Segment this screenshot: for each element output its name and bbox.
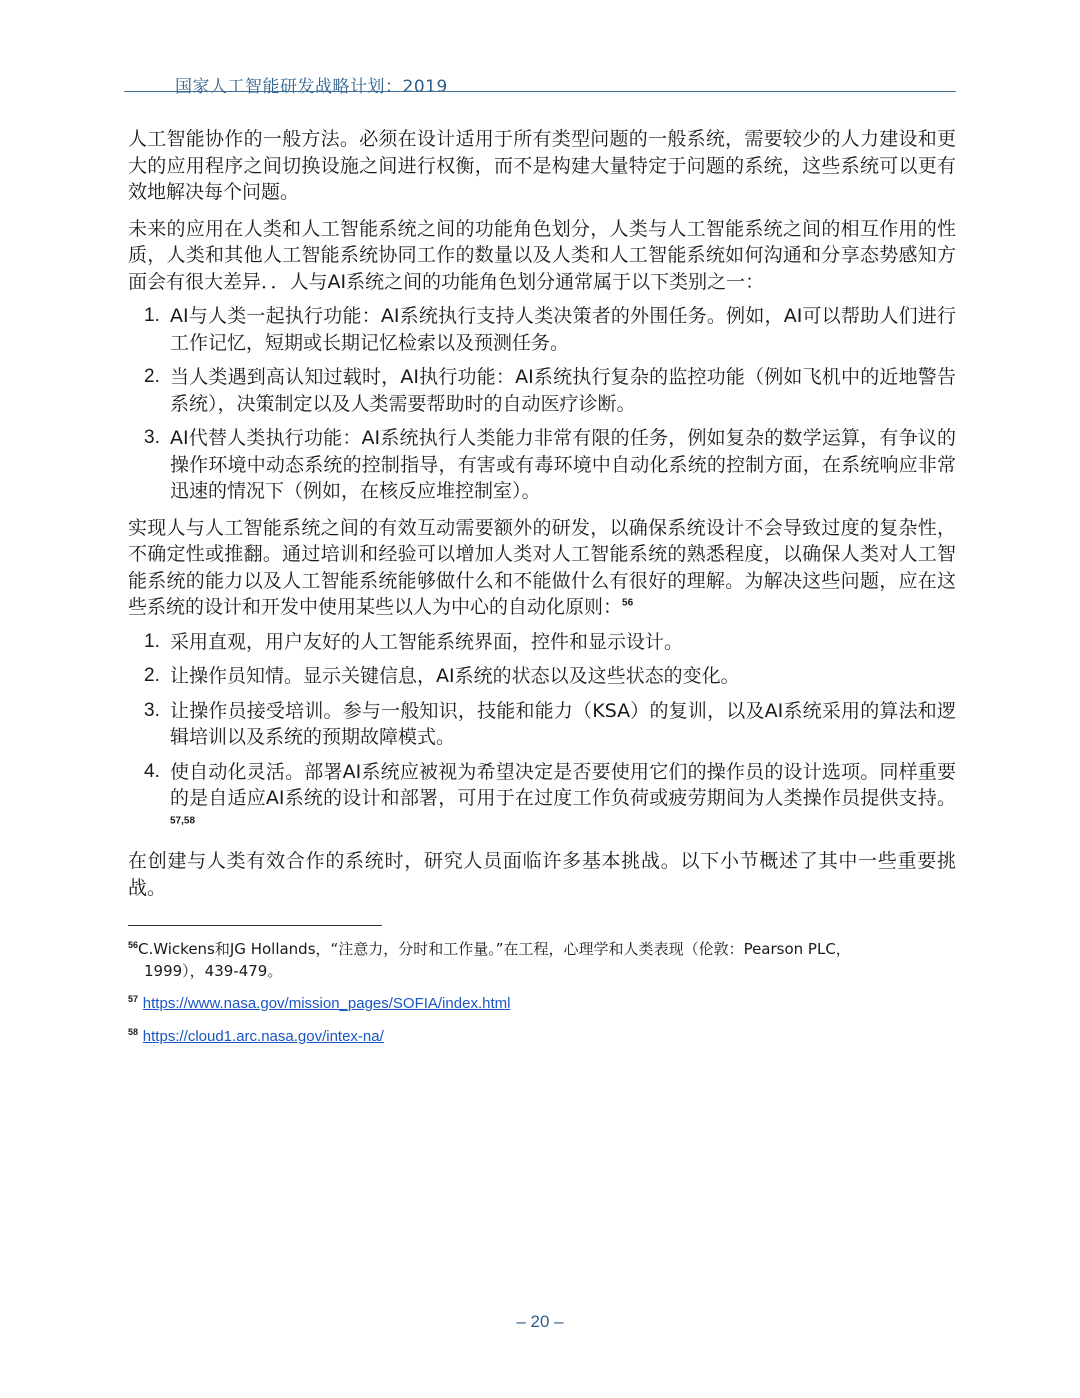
running-header: 国家人工智能研发战略计划：2019 (175, 77, 448, 97)
list-item-text: AI与人类一起执行功能：AI系统执行支持人类决策者的外围任务。例如，AI可以帮助人们进行工作记忆，短期或长期记忆检索以及预测任务。 (170, 305, 956, 354)
list-number: 1. (144, 305, 160, 326)
footnote-text: C.Wickens和JG Hollands，“注意力，分时和工作量。”在工程，心理学和人类表现（伦敦：Pearson PLC， (138, 940, 851, 958)
list-item (128, 425, 956, 505)
footnote-number: 57 (128, 994, 139, 1004)
footnotes (128, 934, 956, 1054)
list-item-text: 采用直观，用户友好的人工智能系统界面，控件和显示设计。 (170, 630, 684, 653)
body-text (128, 126, 956, 911)
list-item (128, 629, 956, 656)
footnote-57 (128, 988, 956, 1015)
footnote-rule (128, 925, 382, 926)
footnote-number: 58 (128, 1027, 139, 1037)
list-item (128, 364, 956, 417)
list-item-text: 当人类遇到高认知过载时，AI执行功能：AI系统执行复杂的监控功能（例如飞机中的近地警告系统），决策制定以及人类需要帮助时的自动医疗诊断。 (170, 366, 956, 415)
list-item-text: AI代替人类执行功能：AI系统执行人类能力非常有限的任务，例如复杂的数学运算，有争议的操作环境中动态系统的控制指导，有害或有毒环境中自动化系统的控制方面，在系统响应非常迅速的情况下（例如，在核反应堆控制室）。 (170, 427, 956, 502)
list-item (128, 663, 956, 690)
footnote-ref-56[interactable]: 56 (622, 597, 634, 609)
list-number: 2. (144, 366, 160, 387)
footnote-56 (128, 934, 956, 982)
list-item (128, 698, 956, 751)
role-division-list (128, 303, 956, 505)
list-number: 1. (144, 630, 160, 652)
header-rule (124, 91, 956, 92)
automation-principles-list (128, 629, 956, 839)
list-number: 3. (144, 427, 160, 448)
paragraph-1: 人工智能协作的一般方法。必须在设计适用于所有类型问题的一般系统，需要较少的人力建设和更大的应用程序之间切换设施之间进行权衡，而不是构建大量特定于问题的系统，这些系统可以更有效地解决每个问题。 (128, 128, 956, 203)
footnote-link-sofia[interactable]: https://www.nasa.gov/mission_pages/SOFIA/index.html (142, 995, 511, 1012)
paragraph-3-text: 实现人与人工智能系统之间的有效互动需要额外的研发，以确保系统设计不会导致过度的复杂性，不确定性或推翻。通过培训和经验可以增加人类对人工智能系统的熟悉程度，以确保人类对人工智能系统的能力以及人工智能系统能够做什么和不能做什么有很好的理解。为解决这些问题，应在这些系统的设计和开发中使用某些以人为中心的自动化原则： (128, 516, 956, 618)
footnote-number: 56 (128, 940, 139, 950)
list-number: 2. (144, 665, 160, 686)
list-item-text: 让操作员知情。显示关键信息，AI系统的状态以及这些状态的变化。 (170, 665, 740, 687)
paragraph-3 (128, 515, 956, 621)
footnote-58 (128, 1021, 956, 1048)
paragraph-2: 未来的应用在人类和人工智能系统之间的功能角色划分，人类与人工智能系统之间的相互作用的性质，人类和其他人工智能系统协同工作的数量以及人类和人工智能系统如何沟通和分享态势感知方面会有很大差异．．人与AI系统之间的功能角色划分通常属于以下类别之一： (128, 217, 956, 293)
footnote-text-continued: 1999），439-479。 (144, 962, 283, 980)
list-number: 3. (144, 699, 160, 721)
list-item-text: 使自动化灵活。部署AI系统应被视为希望决定是否要使用它们的操作员的设计选项。同样重要的是自适应AI系统的设计和部署，可用于在过度工作负荷或疲劳期间为人类操作员提供支持。 (170, 760, 956, 809)
list-item-text: 让操作员接受培训。参与一般知识，技能和能力（KSA）的复训，以及AI系统采用的算法和逻辑培训以及系统的预期故障模式。 (170, 699, 956, 748)
footnote-ref-57-58[interactable]: 57,58 (170, 815, 196, 827)
list-item (128, 303, 956, 356)
list-number: 4. (144, 760, 160, 782)
page-number: – 20 – (516, 1312, 564, 1331)
paragraph-4: 在创建与人类有效合作的系统时，研究人员面临许多基本挑战。以下小节概述了其中一些重要挑战。 (128, 850, 956, 899)
footnote-link-intex[interactable]: https://cloud1.arc.nasa.gov/intex-na/ (142, 1028, 384, 1045)
list-item (128, 759, 956, 839)
